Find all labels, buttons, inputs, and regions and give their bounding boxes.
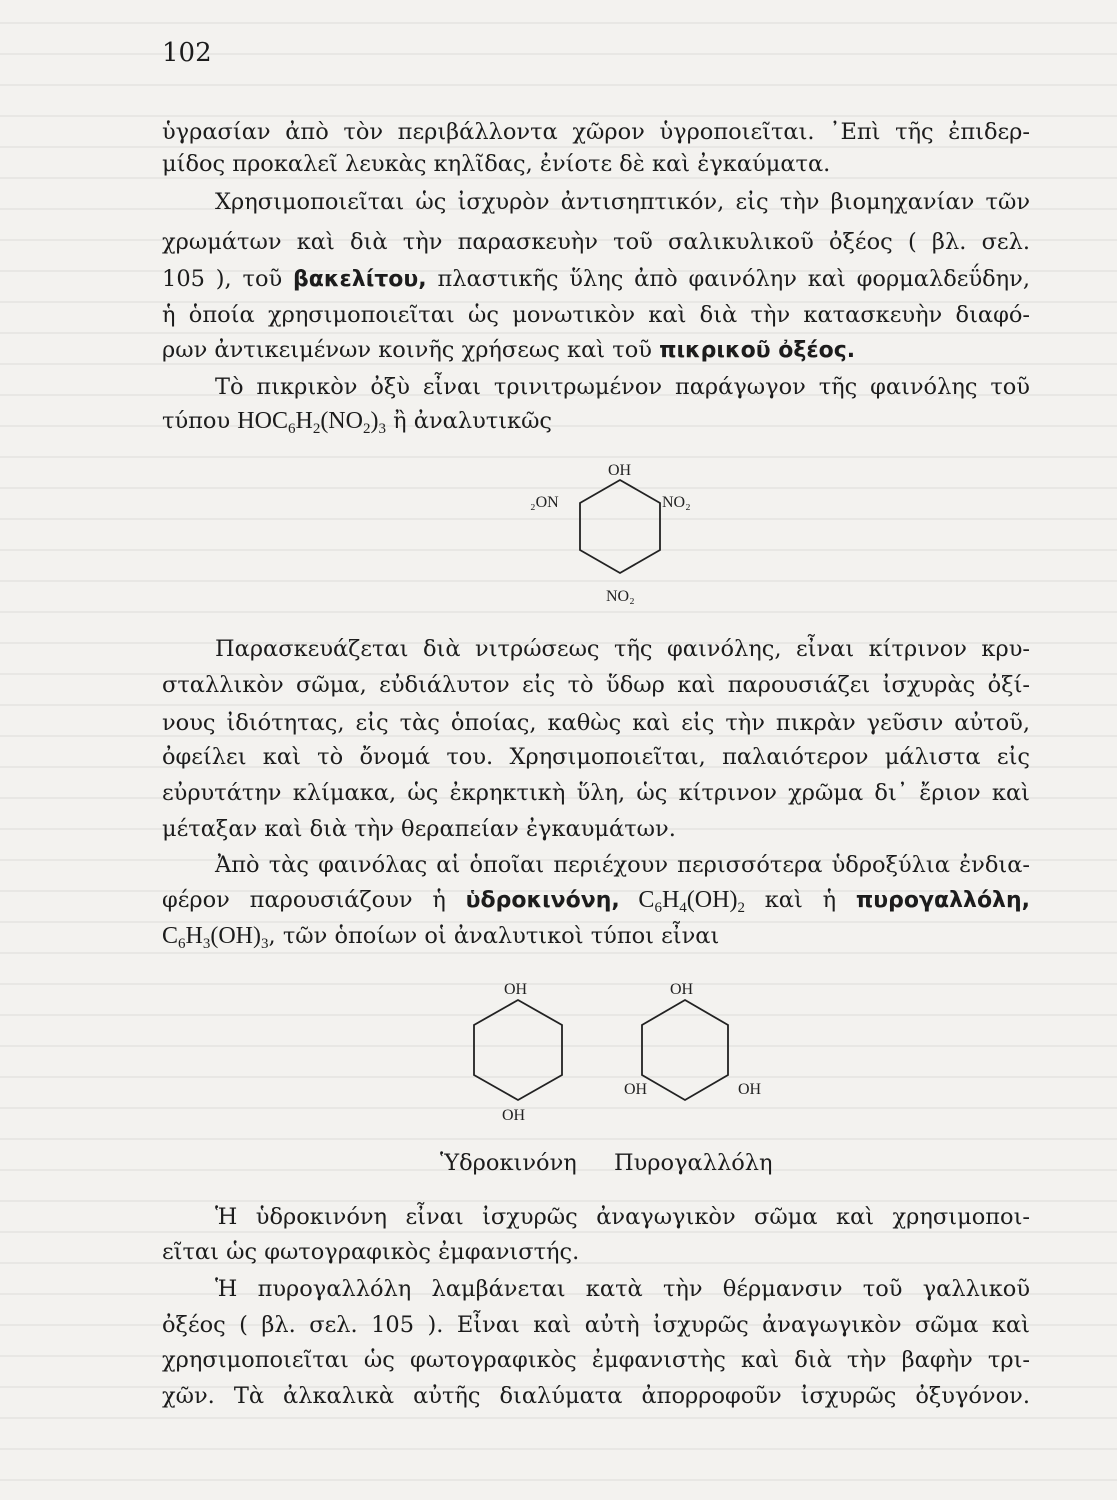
text-line: Ἡ πυρογαλλόλη λαμβάνεται κατὰ τὴν θέρμανσιν τοῦ γαλλικοῦ bbox=[215, 1276, 1030, 1302]
hydroxyl-left-label: OH bbox=[624, 1081, 648, 1098]
text-line: Παρασκευάζεται διὰ νιτρώσεως τῆς φαινόλης, εἶναι κίτρινον κρυ- bbox=[215, 636, 1030, 662]
text-line: ἡ ὁποία χρησιμοποιεῖται ὡς μονωτικὸν καὶ διὰ τὴν κατασκευὴν διαφό- bbox=[162, 302, 1030, 328]
text-run: πλαστικῆς ὕλης ἀπὸ φαινόλην καὶ φορμαλδεΰδην, bbox=[426, 266, 1030, 292]
text-line bbox=[162, 335, 1030, 366]
hydroquinone-formula: $C_6H_4(OH)_2$ bbox=[619, 887, 745, 916]
text-line: ὀφείλει καὶ τὸ ὄνομά του. Χρησιμοποιεῖται, παλαιότερον μάλιστα εἰς bbox=[162, 744, 1030, 770]
text-line: μίδος προκαλεῖ λευκὰς κηλῖδας, ἐνίοτε δὲ καὶ ἐγκαύματα. bbox=[162, 151, 831, 177]
text-line: χρωμάτων καὶ διὰ τὴν παρασκευὴν τοῦ σαλικυλικοῦ ὀξέος ( βλ. σελ. bbox=[162, 229, 1030, 255]
text-line bbox=[162, 264, 1030, 295]
text-line: εὐρυτάτην κλίμακα, ὡς ἐκρηκτικὴ ὕλη, ὡς κίτρινον χρῶμα δι᾽ ἔριον καὶ bbox=[162, 780, 1030, 806]
text-line: Ἀπὸ τὰς φαινόλας αἱ ὁποῖαι περιέχουν περισσότερα ὑδροξύλια ἐνδια- bbox=[215, 852, 1030, 878]
text-line bbox=[162, 406, 1030, 436]
text-run: , τῶν ὁποίων οἱ ἀναλυτικοὶ τύποι εἶναι bbox=[268, 923, 720, 949]
pyrogallol-caption: Πυρογαλλόλη bbox=[614, 1150, 773, 1176]
text-line: χρησιμοποιεῖται ὡς φωτογραφικὸς ἐμφανιστὴς καὶ διὰ τὴν βαφὴν τρι- bbox=[162, 1347, 1030, 1373]
text-line: εῖται ὡς φωτογραφικὸς ἐμφανιστής. bbox=[162, 1239, 580, 1265]
hydroquinone-caption: Ὑδροκινόνη bbox=[440, 1150, 577, 1176]
bold-term-picric-acid: πικρικοῦ ὀξέος. bbox=[659, 338, 856, 363]
text-run: ρων ἀντικειμένων κοινῆς χρήσεως καὶ τοῦ bbox=[162, 337, 660, 363]
text-line: νους ἰδιότητας, εἰς τὰς ὁποίας, καθὼς καὶ εἰς τὴν πικρὰν γεῦσιν αὐτοῦ, bbox=[162, 710, 1030, 736]
hydroxyl-label: OH bbox=[608, 462, 632, 479]
text-line: χῶν. Τὰ ἀλκαλικὰ αὐτῆς διαλύματα ἀπορροφοῦν ἰσχυρῶς ὀξυγόνον. bbox=[162, 1383, 1030, 1409]
bold-term-pyrogallol: πυρογαλλόλη, bbox=[855, 888, 1030, 913]
text-line bbox=[162, 885, 1030, 916]
text-run: φέρον παρουσιάζουν ἡ bbox=[162, 887, 466, 913]
text-run: ἢ ἀναλυτικῶς bbox=[385, 408, 553, 434]
nitro-right-label: NO₂ bbox=[662, 494, 691, 511]
text-line: ὑγρασίαν ἀπὸ τὸν περιβάλλοντα χῶρον ὑγροποιεῖται. ᾿Επὶ τῆς ἐπιδερ- bbox=[162, 119, 1030, 145]
hydroxyl-top-label: OH bbox=[504, 981, 528, 998]
text-line: Χρησιμοποιεῖται ὡς ἰσχυρὸν ἀντισηπτικόν, εἰς τὴν βιομηχανίαν τῶν bbox=[215, 189, 1030, 215]
text-run: καὶ ἡ bbox=[744, 887, 856, 913]
picric-acid-structure bbox=[520, 455, 720, 615]
benzene-ring bbox=[642, 1000, 728, 1100]
text-line bbox=[162, 921, 1030, 951]
hydroxyl-bottom-label: OH bbox=[502, 1107, 526, 1124]
hydroxyl-right-label: OH bbox=[738, 1081, 762, 1098]
text-run: τύπου bbox=[162, 408, 238, 434]
text-line: Τὸ πικρικὸν ὀξὺ εἶναι τρινιτρωμένον παράγωγον τῆς φαινόλης τοῦ bbox=[215, 374, 1030, 400]
benzene-ring bbox=[474, 1000, 562, 1100]
text-run: 105 ), τοῦ bbox=[162, 266, 294, 292]
picric-acid-formula: $HOC_6H_2(NO_2)_3$ bbox=[237, 408, 386, 437]
bold-term-bakelite: βακελίτου, bbox=[293, 267, 427, 292]
text-line: Ἡ ὑδροκινόνη εἶναι ἰσχυρῶς ἀναγωγικὸν σῶμα καὶ χρησιμοποι- bbox=[215, 1204, 1030, 1230]
text-line: ὀξέος ( βλ. σελ. 105 ). Εἶναι καὶ αὐτὴ ἰσχυρῶς ἀναγωγικὸν σῶμα καὶ bbox=[162, 1312, 1030, 1338]
benzene-ring bbox=[580, 480, 660, 573]
pyrogallol-formula: $C_6H_3(OH)_3$ bbox=[162, 923, 269, 952]
text-line: μέταξαν καὶ διὰ τὴν θεραπείαν ἐγκαυμάτων. bbox=[162, 816, 676, 842]
bold-term-hydroquinone: ὑδροκινόνη, bbox=[465, 888, 620, 913]
pyrogallol-structure bbox=[610, 970, 790, 1130]
text-line: σταλλικὸν σῶμα, εὐδιάλυτον εἰς τὸ ὕδωρ καὶ παρουσιάζει ἰσχυρὰς ὀξί- bbox=[162, 672, 1030, 698]
nitro-bottom-label: NO₂ bbox=[606, 588, 635, 605]
nitro-left-label: ₂ON bbox=[530, 494, 559, 511]
hydroxyl-top-label: OH bbox=[670, 981, 694, 998]
page-number: 102 bbox=[162, 38, 212, 68]
hydroquinone-structure bbox=[450, 970, 590, 1130]
